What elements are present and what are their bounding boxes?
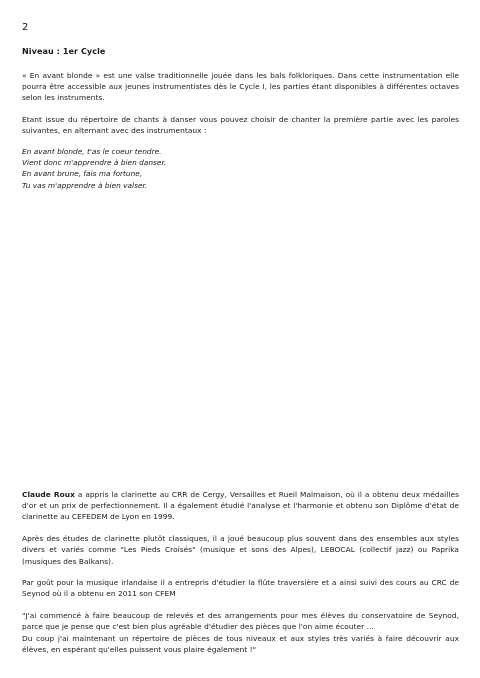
page-number: 2 (22, 22, 29, 33)
lyrics-verses (22, 146, 459, 191)
quote-paragraph-continued: Du coup j'ai maintenant un répertoire de pièces de tous niveaux et aux styles très variés à faire découvrir aux élèves, en espérant qu'elles puissent vous plaire également !" (22, 633, 459, 654)
bio-paragraph-2: Après des études de clarinette plutôt classiques, il a joué beaucoup plus souvent dans des ensembles aux styles divers et variés comme "Les Pieds Croisés" (musique et sons des Alpes), LEBOCAL (collectif jazz) ou Paprika (musiques des Balkans). (22, 534, 459, 566)
quote-paragraph: "J'ai commencé à faire beaucoup de relevés et des arrangements pour mes élèves du conservatoire de Seynod, parce que je pense que c'est bien plus agréable d'étudier des pièces que l'on aime écouter … (22, 611, 459, 632)
level-heading: Niveau : 1er Cycle (22, 47, 106, 56)
biography-section (22, 489, 459, 665)
verse-line: Vient donc m'apprendre à bien danser. (22, 158, 167, 168)
bio-paragraph-3: Par goût pour la musique irlandaise il a entrepris d'étudier la flûte traversière et a ainsi suivi des cours au CRC de Seynod où il a obtenu en 2011 son CFEM (22, 578, 459, 599)
verse-line: En avant blonde, t'as le coeur tendre. (22, 147, 162, 156)
bio-text-1: a appris la clarinette au CRR de Cergy, Versailles et Rueil Malmaison, où il a obtenu deux médailles d'or et un prix de perfectionnement. Il a également étudié l'analyse et l'harmonie et obtenu son Diplôme d'état de clarinette au CEFEDEM de Lyon en 1999. (22, 490, 459, 522)
verse-line: En avant brune, fais ma fortune, (22, 169, 143, 179)
verse-line: Tu vas m'apprendre à bien valser. (22, 180, 148, 190)
author-name: Claude Roux (22, 490, 75, 499)
intro-paragraph: « En avant blonde » est une valse traditionnelle jouée dans les bals folkloriques. Dans cette instrumentation elle pourra être accessible aux jeunes instrumentistes dès le Cycle I, les parties étant disponibles à différentes octaves selon les instruments. (22, 71, 459, 103)
bio-paragraph-1 (22, 489, 459, 523)
lyrics-intro-paragraph: Etant issue du répertoire de chants à danser vous pouvez choisir de chanter la première partie avec les paroles suivantes, en alternant avec des instrumentaux : (22, 115, 459, 136)
